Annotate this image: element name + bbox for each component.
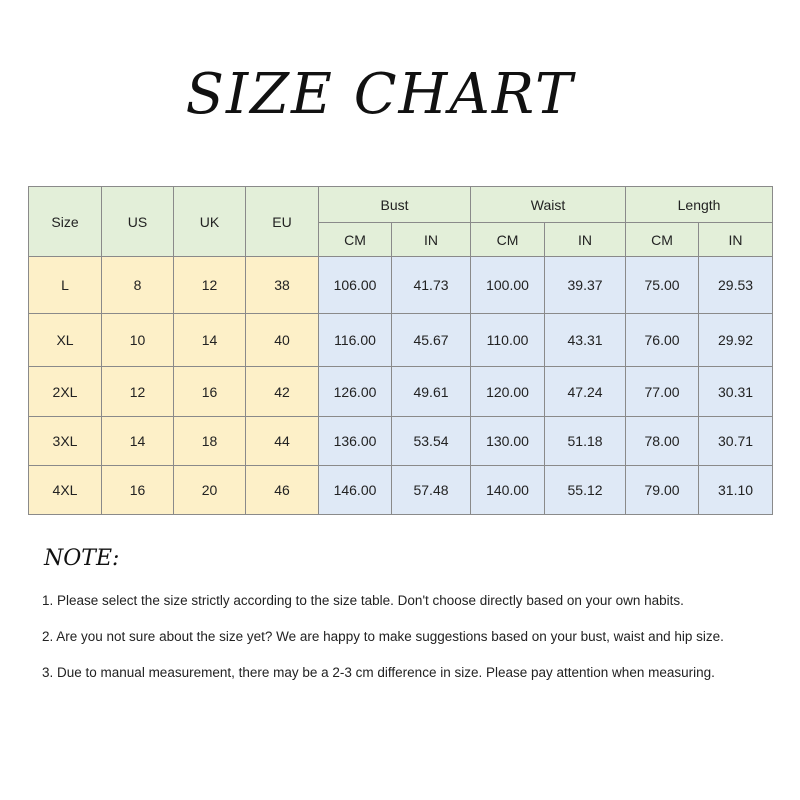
header-waist-cm: CM: [471, 223, 545, 257]
cell-eu: 46: [246, 466, 319, 515]
cell-bust-in: 45.67: [392, 314, 471, 367]
cell-uk: 20: [174, 466, 246, 515]
header-waist: Waist: [471, 187, 626, 223]
cell-waist-in: 47.24: [545, 367, 626, 417]
header-bust: Bust: [319, 187, 471, 223]
header-waist-in: IN: [545, 223, 626, 257]
cell-us: 16: [102, 466, 174, 515]
header-size: Size: [29, 187, 102, 257]
cell-waist-cm: 100.00: [471, 257, 545, 314]
table-row: [29, 314, 773, 367]
note-title: NOTE:: [44, 546, 120, 571]
header-us: US: [102, 187, 174, 257]
cell-length-cm: 78.00: [626, 417, 699, 466]
cell-eu: 44: [246, 417, 319, 466]
cell-us: 10: [102, 314, 174, 367]
cell-waist-cm: 130.00: [471, 417, 545, 466]
cell-eu: 42: [246, 367, 319, 417]
note-item-1: 1. Please select the size strictly according to the size table. Don't choose directly based on your own habits.: [42, 593, 684, 608]
cell-size: 4XL: [29, 466, 102, 515]
cell-uk: 18: [174, 417, 246, 466]
header-uk: UK: [174, 187, 246, 257]
cell-length-cm: 76.00: [626, 314, 699, 367]
cell-eu: 40: [246, 314, 319, 367]
cell-bust-in: 53.54: [392, 417, 471, 466]
cell-uk: 16: [174, 367, 246, 417]
cell-waist-in: 55.12: [545, 466, 626, 515]
cell-bust-cm: 136.00: [319, 417, 392, 466]
table-row: [29, 367, 773, 417]
cell-bust-in: 57.48: [392, 466, 471, 515]
cell-bust-cm: 106.00: [319, 257, 392, 314]
cell-waist-in: 51.18: [545, 417, 626, 466]
cell-length-in: 30.71: [699, 417, 773, 466]
header-length-in: IN: [699, 223, 773, 257]
cell-bust-cm: 116.00: [319, 314, 392, 367]
cell-length-cm: 77.00: [626, 367, 699, 417]
cell-waist-cm: 110.00: [471, 314, 545, 367]
size-table-body: [29, 257, 773, 515]
cell-size: 3XL: [29, 417, 102, 466]
header-length: Length: [626, 187, 773, 223]
table-row: [29, 466, 773, 515]
header-length-cm: CM: [626, 223, 699, 257]
cell-waist-in: 39.37: [545, 257, 626, 314]
page-title: SIZE CHART: [185, 62, 575, 127]
cell-length-in: 29.92: [699, 314, 773, 367]
cell-uk: 14: [174, 314, 246, 367]
note-item-2: 2. Are you not sure about the size yet? We are happy to make suggestions based on your bust, waist and hip size.: [42, 629, 724, 644]
cell-eu: 38: [246, 257, 319, 314]
cell-uk: 12: [174, 257, 246, 314]
cell-size: 2XL: [29, 367, 102, 417]
cell-waist-cm: 120.00: [471, 367, 545, 417]
cell-waist-in: 43.31: [545, 314, 626, 367]
cell-length-cm: 75.00: [626, 257, 699, 314]
cell-bust-in: 41.73: [392, 257, 471, 314]
cell-bust-cm: 126.00: [319, 367, 392, 417]
cell-size: XL: [29, 314, 102, 367]
cell-length-in: 30.31: [699, 367, 773, 417]
table-row: [29, 257, 773, 314]
header-bust-cm: CM: [319, 223, 392, 257]
table-row: [29, 417, 773, 466]
cell-us: 14: [102, 417, 174, 466]
cell-length-in: 29.53: [699, 257, 773, 314]
cell-waist-cm: 140.00: [471, 466, 545, 515]
cell-bust-in: 49.61: [392, 367, 471, 417]
cell-us: 12: [102, 367, 174, 417]
cell-length-in: 31.10: [699, 466, 773, 515]
cell-size: L: [29, 257, 102, 314]
header-bust-in: IN: [392, 223, 471, 257]
cell-length-cm: 79.00: [626, 466, 699, 515]
note-item-3: 3. Due to manual measurement, there may be a 2-3 cm difference in size. Please pay attention when measuring.: [42, 665, 715, 680]
cell-bust-cm: 146.00: [319, 466, 392, 515]
header-eu: EU: [246, 187, 319, 257]
cell-us: 8: [102, 257, 174, 314]
size-table: [28, 186, 773, 515]
